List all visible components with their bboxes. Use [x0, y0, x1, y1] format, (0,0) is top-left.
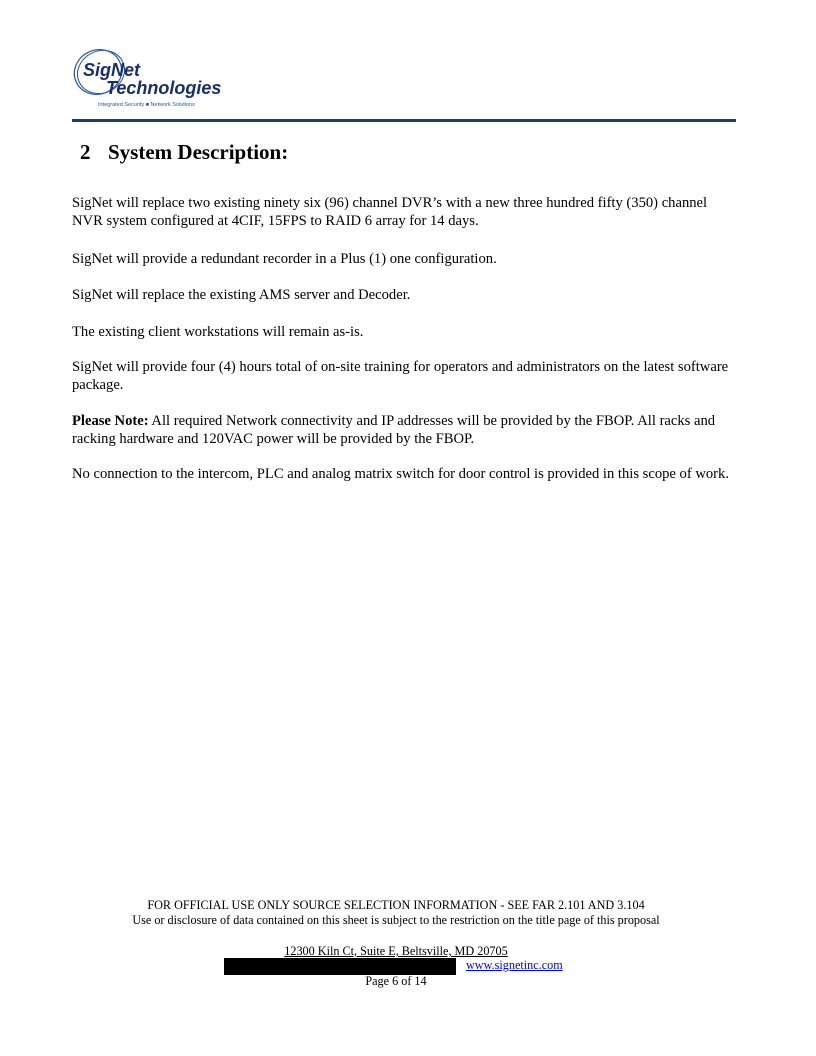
website-link[interactable]: www.signetinc.com [466, 958, 563, 972]
redaction-bar [224, 958, 456, 975]
footer-disclosure: Use or disclosure of data contained on this sheet is subject to the restriction on the title page of this proposal [132, 913, 660, 927]
section-heading [80, 140, 288, 165]
note-label: Please Note: [72, 413, 149, 429]
paragraph: SigNet will replace two existing ninety six (96) channel DVR’s with a new three hundred fifty (350) channel NVR system configured at 4CIF, 15FPS to RAID 6 array for 14 days. [72, 195, 708, 229]
signet-logo [70, 44, 235, 112]
address-text: 12300 Kiln Ct, Suite E, Beltsville, MD 20705 [284, 944, 508, 958]
paragraph: The existing client workstations will remain as-is. [72, 324, 364, 340]
note-paragraph [72, 412, 732, 448]
svg-text:SigNet: SigNet [83, 60, 141, 80]
section-number: 2 [80, 140, 91, 164]
svg-text:Integrated Security ■ Networ: Integrated Security ■ Network Solutions [98, 102, 195, 108]
page-number: Page 6 of 14 [365, 974, 427, 988]
paragraph: SigNet will provide four (4) hours total of on-site training for operators and administrators on the latest software package. [72, 359, 729, 393]
header-rule [72, 119, 736, 122]
footer-address [0, 944, 792, 959]
scope-paragraph: No connection to the intercom, PLC and analog matrix switch for door control is provided in this scope of work. [72, 466, 729, 482]
section-title: System Description: [108, 140, 289, 164]
note-text: All required Network connectivity and IP addresses will be provided by the FBOP. All racks and racking hardware and 120VAC power will be provided by the FBOP. [72, 413, 716, 447]
footer-official-use: FOR OFFICIAL USE ONLY SOURCE SELECTION INFORMATION - SEE FAR 2.101 AND 3.104 [147, 898, 645, 912]
paragraph: SigNet will provide a redundant recorder in a Plus (1) one configuration. [72, 251, 497, 267]
paragraph: SigNet will replace the existing AMS server and Decoder. [72, 287, 411, 303]
svg-text:Technologies: Technologies [106, 78, 222, 98]
